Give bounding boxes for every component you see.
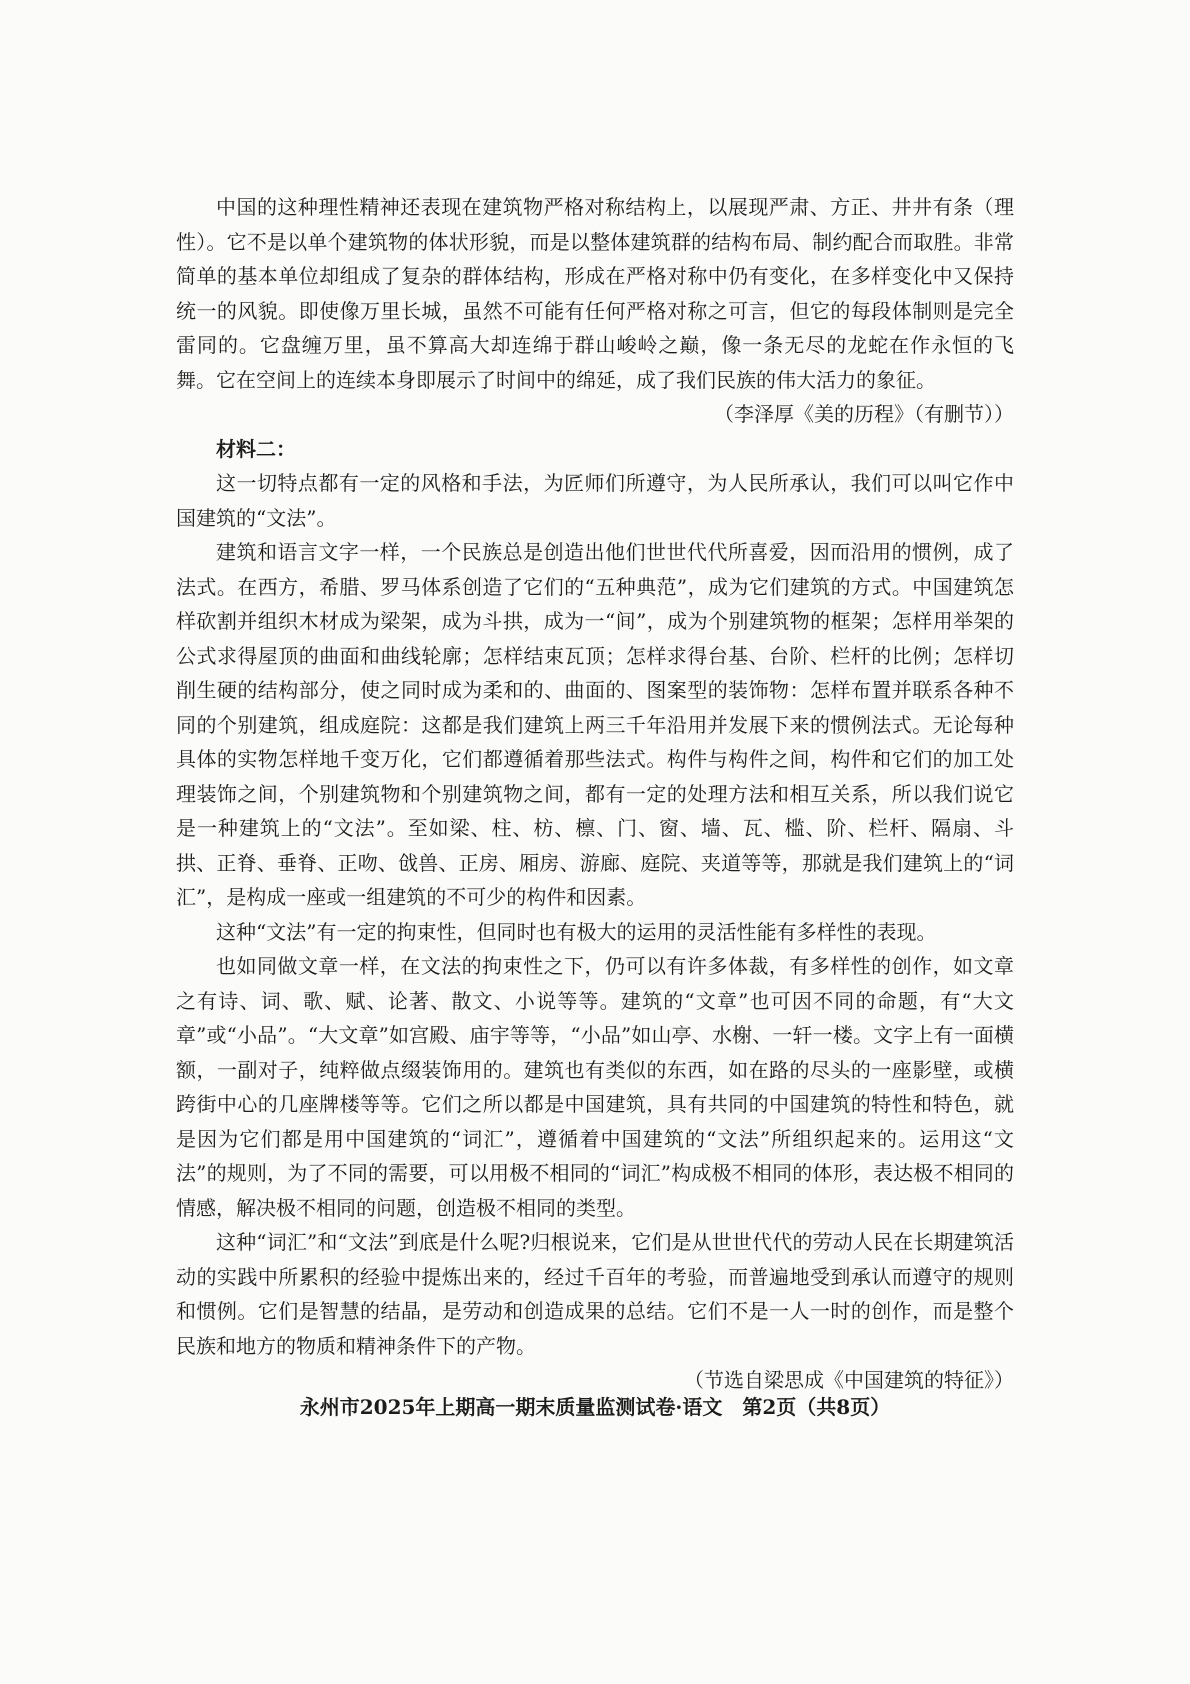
page-footer: 永州市2025年上期高一期末质量监测试卷·语文 第2页（共8页）	[299, 1395, 891, 1419]
material-two-source: （节选自梁思成《中国建筑的特征》）	[684, 1368, 1014, 1392]
material-two-paragraph: 这种“词汇”和“文法”到底是什么呢?归根说来，它们是从世世代代的劳动人民在长期建筑活动的实践中所累积的经验中提炼出来的，经过千百年的考验，而普遍地受到承认而遵守的规则和惯例。它们是智慧的结晶，是劳动和创造成果的总结。它们不是一人一时的创作，而是整个民族和地方的物质和精神条件下的产物。	[176, 1230, 1014, 1358]
material-one-source: （李泽厚《美的历程》（有删节））	[714, 402, 1014, 426]
page-body	[176, 190, 1014, 1398]
material-two-heading: 材料二：	[216, 436, 296, 461]
material-two-paragraph: 也如同做文章一样，在文法的拘束性之下，仍可以有许多体裁，有多样性的创作，如文章之有诗、词、歌、赋、论著、散文、小说等等。建筑的“文章”也可因不同的命题，有“大文章”或“小品”。“大文章”如宫殿、庙宇等等，“小品”如山亭、水榭、一轩一楼。文字上有一面横额，一副对子，纯粹做点缀装饰用的。建筑也有类似的东西，如在路的尽头的一座影壁，或横跨街中心的几座牌楼等等。它们之所以都是中国建筑，具有共同的中国建筑的特性和特色，就是因为它们都是用中国建筑的“词汇”，遵循着中国建筑的“文法”所组织起来的。运用这“文法”的规则，为了不同的需要，可以用极不相同的“词汇”构成极不相同的体形，表达极不相同的情感，解决极不相同的问题，创造极不相同的类型。	[176, 954, 1014, 1220]
material-two-paragraph: 这一切特点都有一定的风格和手法，为匠师们所遵守，为人民所承认，我们可以叫它作中国建筑的“文法”。	[176, 471, 1014, 530]
material-one-paragraph: 中国的这种理性精神还表现在建筑物严格对称结构上，以展现严肃、方正、井井有条（理性）。它不是以单个建筑物的体状形貌，而是以整体建筑群的结构布局、制约配合而取胜。非常简单的基本单位却组成了复杂的群体结构，形成在严格对称中仍有变化，在多样变化中又保持统一的风貌。即使像万里长城，虽然不可能有任何严格对称之可言，但它的每段体制则是完全雷同的。它盘缠万里，虽不算高大却连绵于群山峻岭之巅，像一条无尽的龙蛇在作永恒的飞舞。它在空间上的连续本身即展示了时间中的绵延，成了我们民族的伟大活力的象征。	[176, 195, 1014, 392]
material-two-paragraph: 建筑和语言文字一样，一个民族总是创造出他们世世代代所喜爱，因而沿用的惯例，成了法式。在西方，希腊、罗马体系创造了它们的“五种典范”，成为它们建筑的方式。中国建筑怎样砍割并组织木材成为梁架，成为斗拱，成为一“间”，成为个别建筑物的框架；怎样用举架的公式求得屋顶的曲面和曲线轮廓；怎样结束瓦顶；怎样求得台基、台阶、栏杆的比例；怎样切削生硬的结构部分，使之同时成为柔和的、曲面的、图案型的装饰物：怎样布置并联系各种不同的个别建筑，组成庭院：这都是我们建筑上两三千年沿用并发展下来的惯例法式。无论每种具体的实物怎样地千变万化，它们都遵循着那些法式。构件与构件之间，构件和它们的加工处理装饰之间，个别建筑物和个别建筑物之间，都有一定的处理方法和相互关系，所以我们说它是一种建筑上的“文法”。至如梁、柱、枋、檩、门、窗、墙、瓦、槛、阶、栏杆、隔扇、斗拱、正脊、垂脊、正吻、戗兽、正房、厢房、游廊、庭院、夹道等等，那就是我们建筑上的“词汇”，是构成一座或一组建筑的不可少的构件和因素。	[176, 540, 1014, 909]
material-two-paragraph: 这种“文法”有一定的拘束性，但同时也有极大的运用的灵活性能有多样性的表现。	[216, 919, 937, 944]
